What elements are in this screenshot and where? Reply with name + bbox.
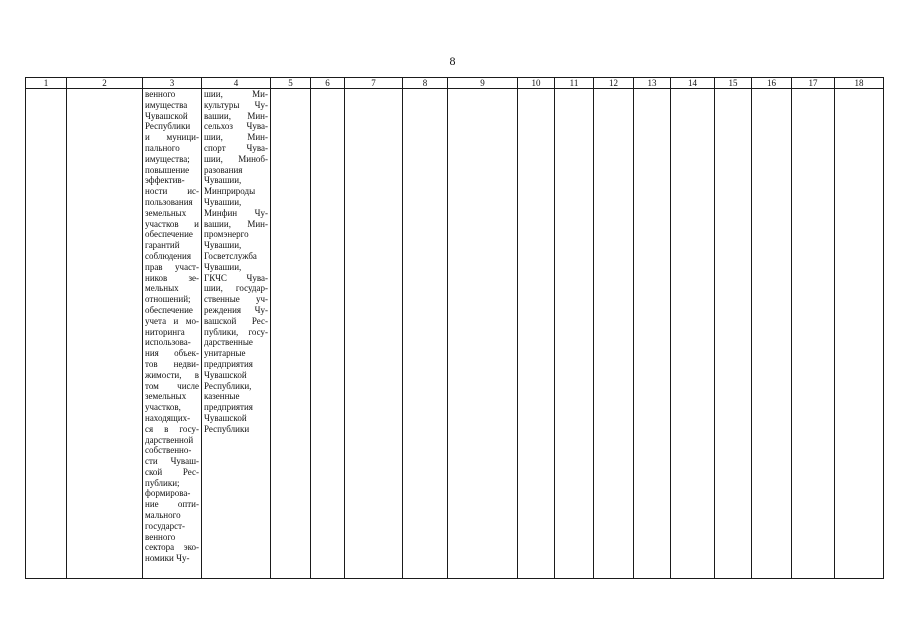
text-line: промэнерго — [204, 229, 249, 240]
text-line: вашии, Мин- — [204, 110, 268, 121]
text-line: Минприроды — [204, 186, 256, 197]
text-line: прав участ- — [145, 261, 199, 272]
table-cell — [792, 89, 835, 579]
text-line: соблюдения — [145, 250, 191, 261]
text-line: сельхоз Чува- — [204, 121, 268, 132]
text-line: Госветслужба — [204, 250, 257, 261]
text-line: публики, госу- — [204, 326, 268, 337]
text-line: ния объек- — [145, 348, 199, 359]
text-line: имущества — [145, 99, 188, 110]
table-cell — [594, 89, 634, 579]
table-row — [26, 89, 884, 579]
column-header: 4 — [202, 78, 271, 89]
text-line: культуры Чу- — [204, 99, 268, 110]
data-table — [25, 77, 884, 579]
text-line: Республики, — [204, 380, 252, 391]
text-line: шии, Ми- — [204, 89, 268, 99]
column-header: 1 — [26, 78, 67, 89]
text-line: участков, — [145, 402, 181, 413]
column-header: 6 — [311, 78, 345, 89]
text-line: ся в госу- — [145, 423, 199, 434]
text-line: тов недви- — [145, 358, 199, 369]
text-line: публики; — [145, 477, 180, 488]
text-line: сти Чуваш- — [145, 456, 199, 467]
text-line: венного — [145, 531, 176, 542]
column-header: 17 — [792, 78, 835, 89]
table-cell — [634, 89, 671, 579]
text-line: Чувашии, — [204, 240, 242, 251]
text-line: Чувашии, — [204, 175, 242, 186]
text-line: формирова- — [145, 488, 191, 499]
text-line: ственные уч- — [204, 294, 268, 305]
text-line: обеспечение — [145, 304, 193, 315]
column-header: 13 — [634, 78, 671, 89]
column-header: 11 — [555, 78, 594, 89]
text-line: предприятия — [204, 358, 253, 369]
text-line: ниторинга — [145, 326, 185, 337]
text-line: государст- — [145, 520, 185, 531]
text-line: Минфин Чу- — [204, 207, 268, 218]
column-header: 18 — [835, 78, 884, 89]
column-header: 7 — [345, 78, 403, 89]
text-line: Республики — [204, 423, 250, 434]
text-line: ние опти- — [145, 499, 199, 510]
table-cell-column-4 — [202, 89, 271, 579]
column-header: 9 — [448, 78, 518, 89]
text-line: Чувашской — [204, 412, 247, 423]
table-cell — [671, 89, 715, 579]
table-cell — [835, 89, 884, 579]
column-header: 2 — [67, 78, 143, 89]
text-line: ности ис- — [145, 186, 199, 197]
text-line: использова- — [145, 337, 191, 348]
text-line: предприятия — [204, 402, 253, 413]
column-header: 3 — [143, 78, 202, 89]
text-line: венного — [145, 89, 176, 99]
text-line: дарственные — [204, 337, 253, 348]
page-number: 8 — [449, 54, 456, 68]
text-line: гарантий — [145, 240, 180, 251]
text-line: том числе — [145, 380, 199, 391]
text-line: пального — [145, 142, 180, 153]
text-line: и муници- — [145, 132, 199, 143]
column-header: 16 — [752, 78, 792, 89]
column-header: 12 — [594, 78, 634, 89]
header-row — [26, 78, 884, 89]
table-cell — [67, 89, 143, 579]
table-cell — [311, 89, 345, 579]
text-line: Чувашской — [204, 369, 247, 380]
table-cell-column-3 — [143, 89, 202, 579]
text-line: ников зе- — [145, 272, 199, 283]
column-header: 8 — [403, 78, 448, 89]
text-line: повышение — [145, 164, 190, 175]
text-line: унитарные — [204, 348, 246, 359]
text-line: жимости, в — [145, 369, 199, 380]
text-line: ской Рес- — [145, 466, 199, 477]
text-line: реждения Чу- — [204, 304, 268, 315]
text-line: отношений; — [145, 294, 191, 305]
column-header: 10 — [518, 78, 555, 89]
col3-text — [145, 89, 199, 564]
text-line: вашской Рес- — [204, 315, 268, 326]
text-line: шии, государ- — [204, 283, 268, 294]
text-line: имущества; — [145, 153, 190, 164]
text-line: Чувашской — [145, 110, 188, 121]
text-line: ГКЧС Чува- — [204, 272, 268, 283]
text-line: вашии, Мин- — [204, 218, 268, 229]
text-line: обеспечение — [145, 229, 193, 240]
text-line: шии, Мин- — [204, 132, 268, 143]
table-cell — [26, 89, 67, 579]
text-line: разования — [204, 164, 243, 175]
text-line: мального — [145, 510, 181, 521]
text-line: сектора эко- — [145, 542, 199, 553]
text-line: номики Чу- — [145, 553, 190, 564]
col4-text — [204, 89, 268, 435]
table-cell — [271, 89, 311, 579]
table-cell — [448, 89, 518, 579]
text-line: земельных — [145, 391, 187, 402]
table-cell — [403, 89, 448, 579]
table-cell — [715, 89, 752, 579]
text-line: собственно- — [145, 445, 192, 456]
table-cell — [752, 89, 792, 579]
text-line: земельных — [145, 207, 187, 218]
table-cell — [518, 89, 555, 579]
text-line: Республики — [145, 121, 191, 132]
text-line: эффектив- — [145, 175, 185, 186]
text-line: пользования — [145, 196, 193, 207]
text-line: учета и мо- — [145, 315, 199, 326]
column-header: 14 — [671, 78, 715, 89]
text-line: казенные — [204, 391, 240, 402]
text-line: шии, Миноб- — [204, 153, 268, 164]
text-line: Чувашии, — [204, 261, 242, 272]
table-cell — [345, 89, 403, 579]
text-line: находящих- — [145, 412, 191, 423]
column-header: 5 — [271, 78, 311, 89]
text-line: Чувашии, — [204, 196, 242, 207]
text-line: участков и — [145, 218, 199, 229]
text-line: дарственной — [145, 434, 194, 445]
column-header: 15 — [715, 78, 752, 89]
text-line: мельных — [145, 283, 179, 294]
text-line: спорт Чува- — [204, 142, 268, 153]
table-cell — [555, 89, 594, 579]
